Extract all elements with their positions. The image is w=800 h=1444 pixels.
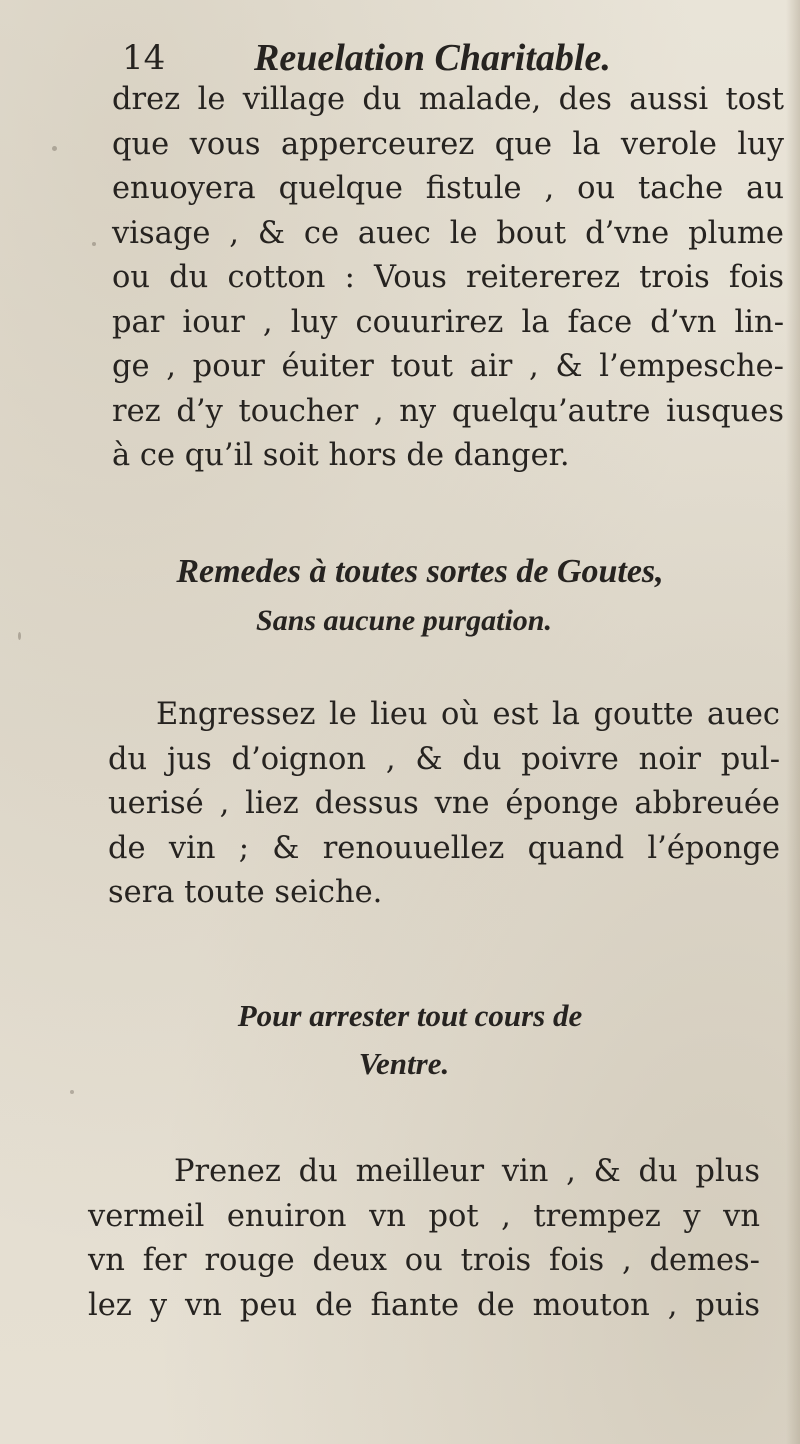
paragraph-ventre xyxy=(88,1150,760,1328)
page-number: 14 xyxy=(122,38,166,78)
text-line: ge , pour éuiter tout air , & l’empesche- xyxy=(112,349,784,384)
text-line: du jus d’oignon , & du poivre noir pul- xyxy=(108,741,780,777)
text-line: Engressez le lieu où est la goutte auec xyxy=(156,697,780,732)
text-line: sera toute seiche. xyxy=(108,875,383,910)
running-title: Reuelation Charitable. xyxy=(254,37,611,79)
text-line: que vous apperceurez que la verole luy xyxy=(112,126,784,162)
text-line: drez le village du malade, des aussi tost xyxy=(112,82,784,117)
text-line: vermeil enuiron vn pot , trempez y vn xyxy=(88,1198,760,1234)
ink-speck xyxy=(92,242,96,246)
text-line: uerisé , liez dessus vne éponge abbreuée xyxy=(108,786,780,821)
ink-speck xyxy=(70,1090,74,1094)
continued-paragraph xyxy=(112,78,784,479)
paragraph-goutes xyxy=(108,693,780,916)
text-line: par iour , luy couurirez la face d’vn lin- xyxy=(112,304,784,340)
section-subheading-goutes: Sans aucune purgation. xyxy=(256,604,552,637)
text-line: ou du cotton : Vous reitererez trois fois xyxy=(112,260,784,295)
text-line: de vin ; & renouuellez quand l’éponge xyxy=(108,830,780,866)
text-line: visage , & ce auec le bout d’vne plume xyxy=(112,215,784,251)
section-heading-ventre: Pour arrester tout cours de xyxy=(237,998,583,1033)
ink-speck xyxy=(52,146,57,151)
text-line: rez d’y toucher , ny quelqu’autre iusques xyxy=(112,393,784,429)
text-line: à ce qu’il soit hors de danger. xyxy=(112,438,570,473)
text-line: Prenez du meilleur vin , & du plus xyxy=(174,1154,760,1189)
ink-speck xyxy=(18,632,21,640)
text-line: vn fer rouge deux ou trois fois , demes- xyxy=(88,1243,760,1278)
section-subheading-ventre: Ventre. xyxy=(358,1046,450,1081)
page-edge-shadow xyxy=(786,0,800,1444)
section-heading-goutes: Remedes à toutes sortes de Goutes, xyxy=(176,553,664,590)
text-line: enuoyera quelque fistule , ou tache au xyxy=(112,171,784,206)
text-line: lez y vn peu de fiante de mouton , puis xyxy=(88,1287,760,1323)
